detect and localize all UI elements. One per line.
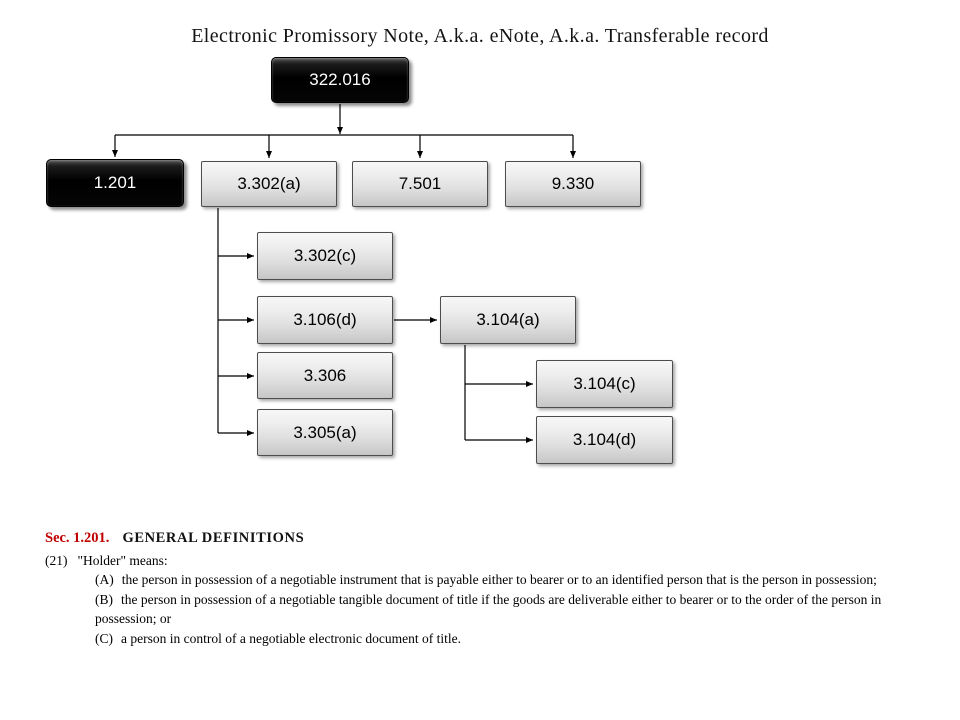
subclause-b xyxy=(95,590,925,629)
subclause-marker: (C) xyxy=(95,630,113,646)
node-3-104a xyxy=(440,296,576,344)
node-label: 3.104(c) xyxy=(573,374,636,393)
subclause-c xyxy=(95,629,925,649)
node-9-330 xyxy=(505,161,641,207)
node-3-104c xyxy=(536,360,673,408)
subclause-marker: (B) xyxy=(95,591,113,607)
node-label: 3.302(c) xyxy=(293,246,357,265)
node-3-104d xyxy=(536,416,673,464)
subclause-marker: (A) xyxy=(95,572,114,587)
node-3-106d xyxy=(257,296,393,344)
node-label: 3.104(d) xyxy=(572,430,637,449)
node-label: 7.501 xyxy=(398,174,442,193)
node-7-501 xyxy=(352,161,488,207)
node-label: 3.306 xyxy=(303,365,347,385)
section-title: GENERAL DEFINITIONS xyxy=(122,530,305,546)
node-3-305a xyxy=(257,409,393,456)
node-1-201 xyxy=(46,159,184,207)
subclause-text: a person in control of a negotiable electronic document of title. xyxy=(121,630,462,646)
node-label: 322.016 xyxy=(309,70,371,89)
node-label: 3.302(a) xyxy=(237,174,301,193)
clause-marker: (21) xyxy=(45,552,68,568)
section-number: Sec. 1.201. xyxy=(45,530,110,546)
subclause-a xyxy=(95,570,925,590)
node-3-302c xyxy=(257,232,393,280)
clause-21 xyxy=(45,551,929,571)
subclause-text: the person in possession of a negotiable tangible document of title if the goods are deliverable either to bearer or to the order of the person in possession; or xyxy=(95,591,882,626)
node-322-016 xyxy=(271,57,409,103)
slide-title: Electronic Promissory Note, A.k.a. eNote, A.k.a. Transferable record xyxy=(191,25,769,47)
node-label: 3.104(a) xyxy=(476,310,540,329)
node-label: 1.201 xyxy=(93,173,137,192)
node-3-306 xyxy=(257,352,393,399)
clause-text: "Holder" means: xyxy=(77,552,168,568)
definitions-heading xyxy=(45,529,929,549)
definitions-block xyxy=(45,529,929,648)
node-label: 3.305(a) xyxy=(293,422,357,442)
node-3-302a xyxy=(201,161,337,207)
node-label: 3.106(d) xyxy=(293,310,357,329)
node-label: 9.330 xyxy=(551,174,595,193)
subclause-text: the person in possession of a negotiable instrument that is payable either to bearer or to an identified person that is the person in possession; xyxy=(121,572,877,587)
subclauses xyxy=(95,570,925,648)
